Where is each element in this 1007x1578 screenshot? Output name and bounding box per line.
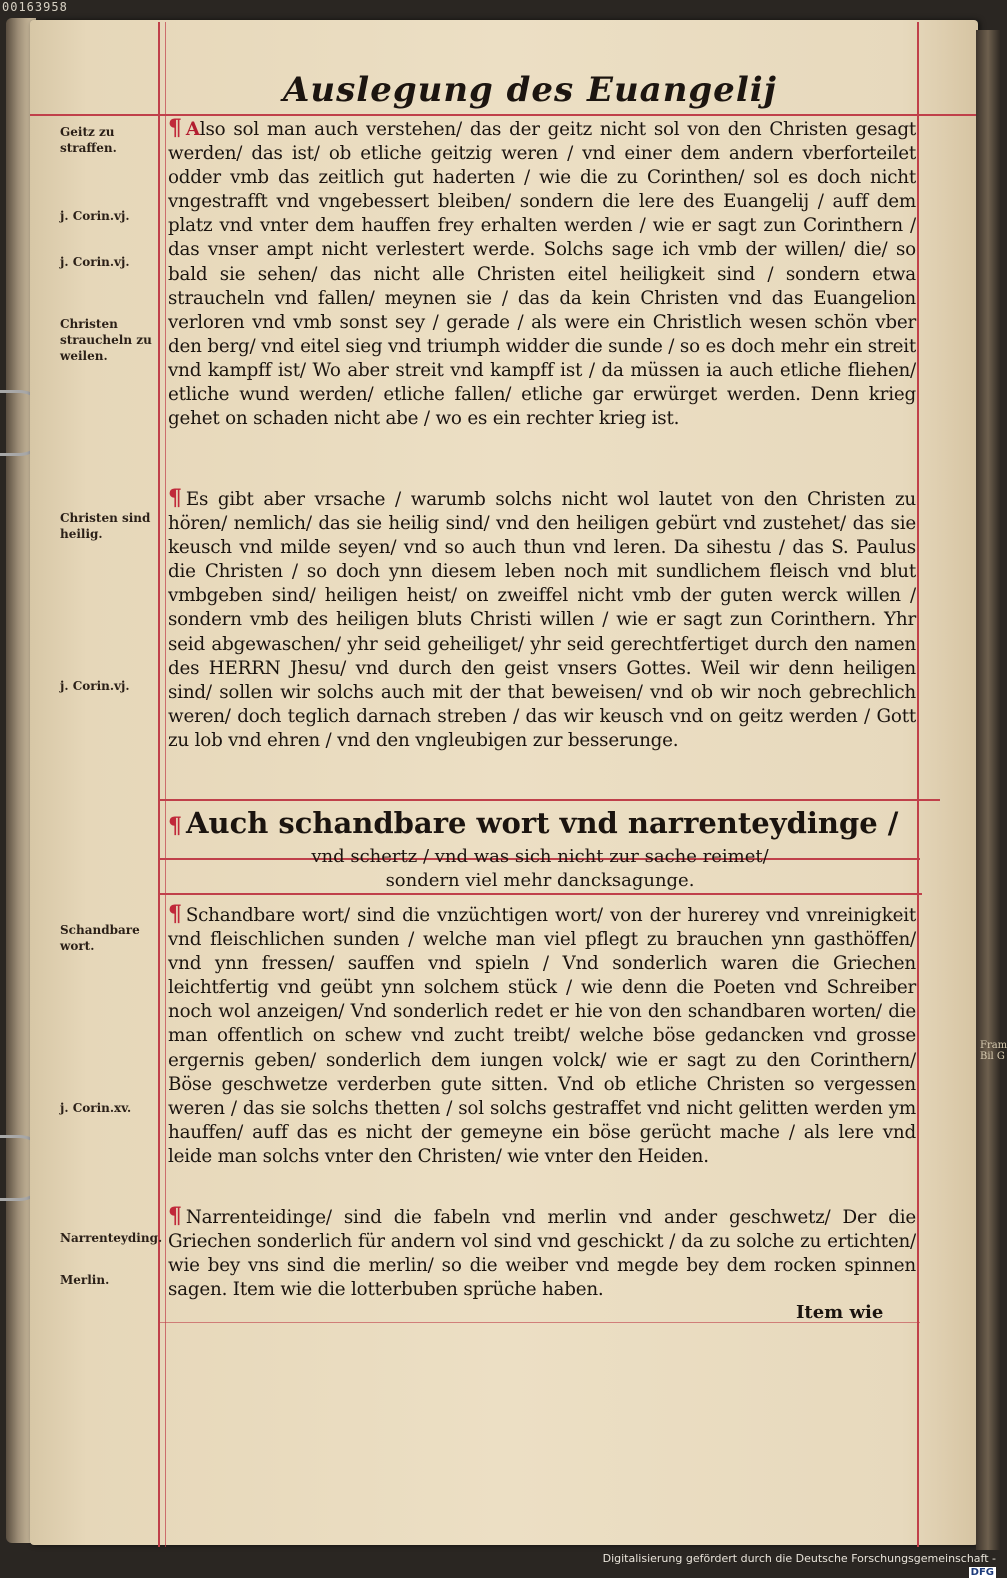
next-page-edge bbox=[976, 30, 1007, 1550]
margin-rule-right bbox=[917, 22, 919, 1547]
margin-note: j. Corin.vj. bbox=[60, 679, 130, 693]
paragraph-mark-icon: ¶ bbox=[168, 813, 182, 839]
paragraph-4 bbox=[168, 1204, 916, 1302]
margin-note: Christen sind heilig. bbox=[60, 511, 151, 541]
paragraph-3 bbox=[168, 902, 916, 1169]
margin-rule-left bbox=[158, 22, 160, 1547]
section-heading-text: Auch schandbare wort vnd narrenteydinge / bbox=[186, 806, 899, 840]
paragraph-mark-icon: ¶ bbox=[168, 115, 182, 141]
section-heading-line-3: sondern viel mehr dancksagunge. bbox=[385, 870, 695, 891]
paragraph-1 bbox=[168, 116, 916, 431]
margin-note: j. Corin.xv. bbox=[60, 1101, 132, 1115]
margin-note: Merlin. bbox=[60, 1273, 110, 1287]
heading-box-bottom-rule bbox=[160, 893, 922, 895]
catchword: Item wie bbox=[796, 1302, 884, 1323]
section-heading bbox=[168, 806, 918, 840]
paragraph-mark-icon: ¶ bbox=[168, 1203, 182, 1229]
margin-note: j. Corin.vj. bbox=[60, 255, 130, 269]
margin-rule-left-inner bbox=[165, 22, 166, 1547]
heading-box-top-rule bbox=[160, 799, 940, 801]
paragraph-mark-icon: ¶ bbox=[168, 485, 182, 511]
margin-note: Narrenteyding. bbox=[60, 1231, 163, 1245]
paragraph-1-text: lso sol man auch verstehen/ das der geitz nicht sol von den Christen gesagt werden/ das ist/ ob etliche geitzig weren / vnd einer dem andern vberforteilet odder vmb das zeitlich gut haderten / wie die zu Corinthen/ sol es doch nicht vngestrafft vnd vngebessert bleiben/ sondern die lere des Euangelij / auff dem platz vnd vnter dem hauffen frey erhalten werden / wie er sagt zun Corinthern / das vnser ampt nicht verlestert werde. Solchs sage ich vmb der willen/ die/ so bald sie sehen/ das nicht alle Christen eitel heiligkeit sind / sondern etwa straucheln vnd fallen/ meynen sie / das da kein Christen vnd das Euangelion verloren vnd vmb sonst sey / gerade / als were ein Christlich wesen schön vber den berg/ vnd eitel sieg vnd triumph widder die sunde / so es doch mehr ein streit vnd kampff ist/ Wo aber streit vnd kampff ist / da müssen ia auch etliche fliehen/ etliche wund werden/ etliche fallen/ etliche gar erwürget werden. Denn krieg gehet on schaden nicht abe / wo es ein rechter krieg ist. bbox=[168, 119, 916, 430]
running-head: Auslegung des Euangelij bbox=[283, 70, 777, 110]
paragraph-4-text: Narrenteidinge/ sind die fabeln vnd merlin vnd ander geschwetz/ Der die Griechen sonderlich für andern vol sind vnd geschickt / da zu solche zu ertichten/ wie bey vns sind die merlin/ so die weiber vnd megde bey dem rocken spinnen sagen. Item wie die lotterbuben sprüche haben. bbox=[168, 1207, 916, 1301]
edge-text: Fram Bil G bbox=[980, 1040, 1007, 1062]
paragraph-2-text: Es gibt aber vrsache / warumb solchs nicht wol lautet von den Christen zu hören/ nemlich/ das sie heilig sind/ vnd den heiligen gebürt vnd zustehet/ das sie keusch vnd milde seyen/ vnd so auch thun vnd leren. Da sihestu / das S. Paulus die Christen / so doch ynn diesem leben noch mit sundlichem fleisch vnd blut vmbgeben sind/ heiligen heist/ on zweiffel nicht vmb der guten werck willen / sondern vmb des heiligen bluts Christi willen / wie er sagt zun Corinthern. Yhr seid abgewaschen/ yhr seid geheiliget/ yhr seid gerechtfertiget durch den namen des HERRN Jhesu/ vnd durch den geist vnsers Gottes. Weil wir denn heiligen sind/ sollen wir solchs auch mit der that beweisen/ vnd ob wir noch gebrechlich weren/ doch teglich darnach streben / das wir keusch vnd on geitz werden / Gott zu lob vnd ehren / vnd den vngleubigen zur besserunge. bbox=[168, 489, 916, 751]
scan-id-label: 00163958 bbox=[2, 0, 68, 14]
initial-letter: A bbox=[185, 119, 200, 140]
margin-note: Christen straucheln zu weilen. bbox=[60, 317, 152, 363]
paragraph-mark-icon: ¶ bbox=[168, 901, 182, 927]
footer-credit bbox=[600, 1552, 996, 1578]
paragraph-2 bbox=[168, 486, 916, 753]
section-heading-line-2: vnd schertz / vnd was sich nicht zur sache reimet/ bbox=[311, 846, 769, 867]
margin-note: j. Corin.vj. bbox=[60, 209, 130, 223]
margin-note: Schandbare wort. bbox=[60, 923, 140, 953]
margin-note: Geitz zu straffen. bbox=[60, 125, 117, 155]
footer-credit-text: Digitalisierung gefördert durch die Deutsche Forschungsgemeinschaft - bbox=[602, 1552, 996, 1565]
dfg-logo: DFG bbox=[970, 1567, 994, 1578]
paragraph-3-text: Schandbare wort/ sind die vnzüchtigen wort/ von der hurerey vnd vnreinigkeit vnd fleischlichen sunden / welche man viel pflegt zu brauchen ynn gasthöffen/ vnd ynn fressen/ sauffen vnd spieln / Vnd sonderlich waren die Griechen leichtfertig vnd geübt ynn solchem stück / wie denn die Poeten vnd Schreiber noch wol anzeigen/ Vnd sonderlich redet er hie von den schandbaren worten/ die man offentlich on schew vnd zucht treibt/ welche böse gedancken vnd grosse ergernis geben/ sonderlich dem iungen volck/ wie er sagt zu den Corinthern/ Böse geschwetze verderben gute sitten. Vnd ob etliche Christen so vergessen weren / das sie solchs thetten / sol solchs gestraffet vnd nicht gelitten werden ym hauffen/ auff das es nicht der gemeyne ein böse gerücht mache / als lere vnd leide man solchs vnter den Christen/ wie vnter den Heiden. bbox=[168, 905, 916, 1167]
